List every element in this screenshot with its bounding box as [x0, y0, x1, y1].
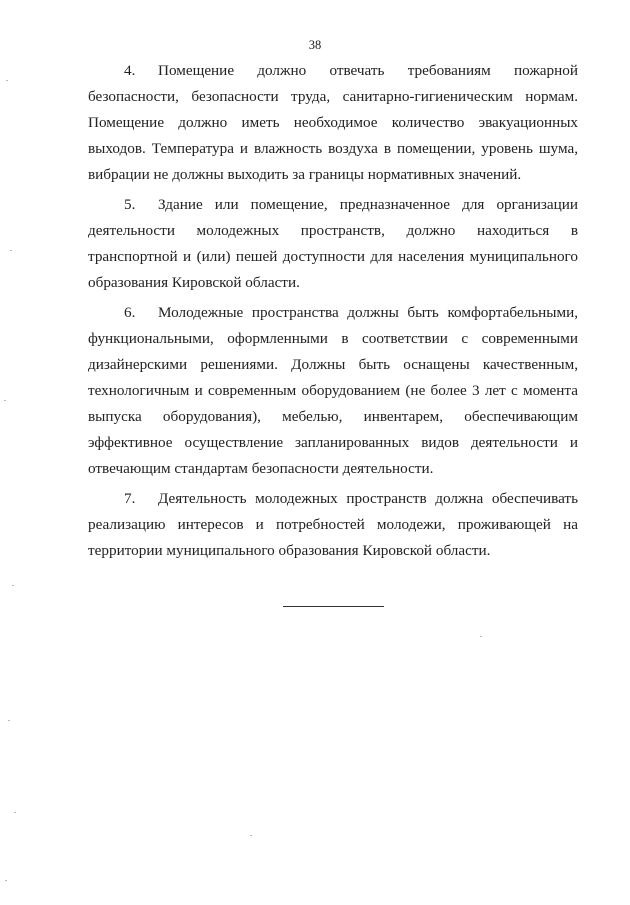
paragraph-text: Молодежные пространства должны быть комфортабельными, функциональными, оформленными в соответствии с современными дизайнерскими решениями. Должны быть оснащены качественным, технологичным и современным оборудованием (не более 3 лет с момента выпуска оборудования), мебелью, инвентарем, обеспечивающим эффективное осуществление запланированных видов деятельности и отвечающим стандартам безопасности деятельности. [88, 304, 578, 477]
scan-speck [10, 250, 12, 251]
paragraph-number: 6. [124, 304, 136, 321]
paragraph-6 [88, 300, 578, 482]
paragraph-text: Здание или помещение, предназначенное для организации деятельности молодежных пространств, должно находиться в транспортной и (или) пешей доступности для населения муниципального образования Кировской области. [88, 196, 578, 291]
paragraph-number: 5. [124, 196, 136, 213]
scan-speck [480, 636, 482, 637]
paragraph-number: 7. [124, 490, 136, 507]
document-body [88, 58, 578, 568]
paragraph-text: Деятельность молодежных пространств должна обеспечивать реализацию интересов и потребностей молодежи, проживающей на территории муниципального образования Кировской области. [88, 490, 578, 559]
paragraph-4 [88, 58, 578, 188]
paragraph-5 [88, 192, 578, 296]
scan-speck [8, 720, 10, 721]
scan-speck [6, 80, 8, 81]
paragraph-7 [88, 486, 578, 564]
scan-speck [14, 812, 16, 813]
scan-speck [250, 835, 252, 836]
paragraph-text: Помещение должно отвечать требованиям пожарной безопасности, безопасности труда, санитарно-гигиеническим нормам. Помещение должно иметь необходимое количество эвакуационных выходов. Температура и влажность воздуха в помещении, уровень шума, вибрации не должны выходить за границы нормативных значений. [88, 62, 578, 183]
end-divider-line [283, 606, 384, 607]
paragraph-number: 4. [124, 62, 136, 79]
scan-speck [4, 400, 6, 401]
scan-speck [12, 585, 14, 586]
scan-speck [5, 880, 7, 881]
page-number: 38 [308, 38, 322, 52]
